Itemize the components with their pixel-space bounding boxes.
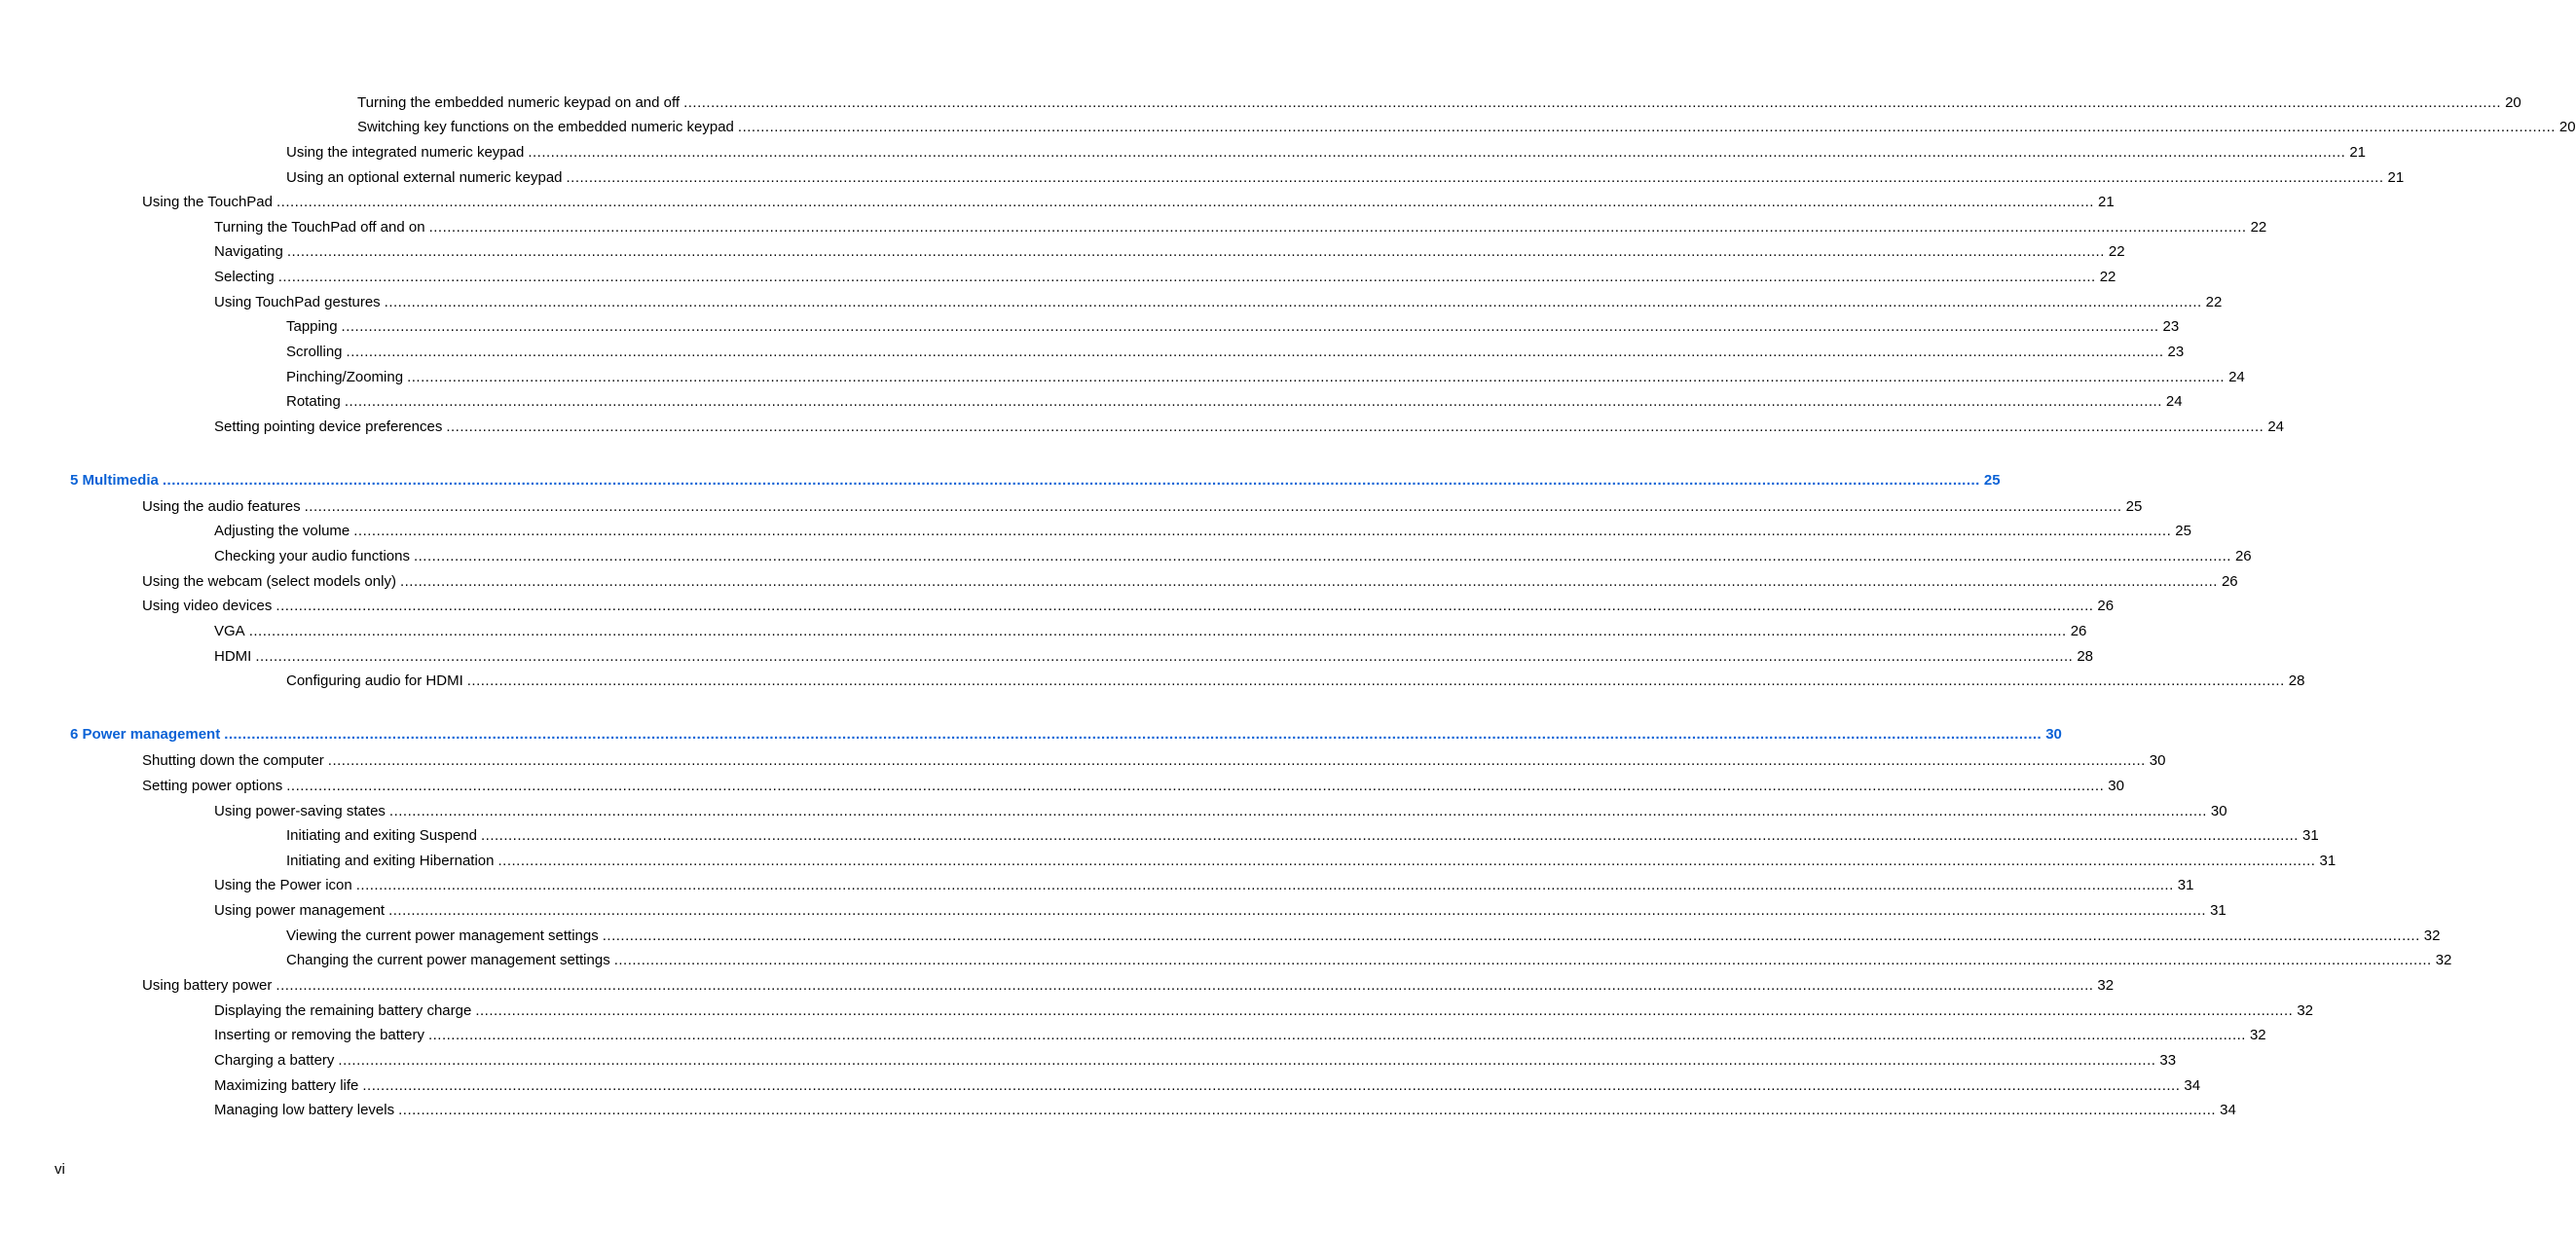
- toc-entry-page: 34: [2184, 1077, 2201, 1094]
- toc-entry-title: Using video devices: [142, 598, 273, 614]
- dot-leader: ................................................................................................................................................................................................................................................................................................................................................................................................................: [566, 169, 2384, 186]
- toc-entry[interactable]: [286, 143, 2366, 163]
- toc-entry-page: 26: [2234, 548, 2252, 564]
- dot-leader: ................................................................................................................................................................................................................................................................................................................................................................................................................: [428, 219, 2247, 236]
- toc-entry-title: Navigating: [214, 243, 283, 260]
- dot-leader: ................................................................................................................................................................................................................................................................................................................................................................................................................: [344, 393, 2162, 410]
- dot-leader: ................................................................................................................................................................................................................................................................................................................................................................................................................: [528, 144, 2346, 161]
- dot-leader: ................................................................................................................................................................................................................................................................................................................................................................................................................: [427, 1027, 2246, 1043]
- toc-entry-page: 28: [2077, 648, 2094, 665]
- dot-leader: ................................................................................................................................................................................................................................................................................................................................................................................................................: [276, 598, 2094, 614]
- dot-leader: ................................................................................................................................................................................................................................................................................................................................................................................................................: [286, 243, 2105, 260]
- dot-leader: ................................................................................................................................................................................................................................................................................................................................................................................................................: [398, 1102, 2217, 1118]
- toc-entry-title: Adjusting the volume: [214, 523, 350, 539]
- dot-leader: ................................................................................................................................................................................................................................................................................................................................................................................................................: [353, 523, 2172, 539]
- toc-entry-title: Setting pointing device preferences: [214, 418, 443, 435]
- page-number: vi: [55, 1161, 65, 1178]
- toc-entry-page: 25: [2175, 523, 2191, 539]
- dot-leader: ................................................................................................................................................................................................................................................................................................................................................................................................................: [475, 1002, 2294, 1019]
- toc-entry-title: 6 Power management: [70, 726, 221, 743]
- toc-entry-title: Charging a battery: [214, 1052, 335, 1069]
- dot-leader: ................................................................................................................................................................................................................................................................................................................................................................................................................: [602, 927, 2420, 944]
- toc-entry-title: Tapping: [286, 318, 338, 335]
- toc-chapter-entry[interactable]: [70, 725, 2062, 745]
- toc-entry[interactable]: [214, 522, 2191, 541]
- toc-entry-page: 30: [2210, 803, 2227, 819]
- toc-entry-page: 20: [2505, 94, 2521, 111]
- toc-entry[interactable]: [142, 572, 2238, 592]
- toc-entry-title: Switching key functions on the embedded numeric keypad: [357, 119, 734, 135]
- toc-entry-page: 22: [2205, 294, 2223, 310]
- toc-entry-page: 23: [2167, 344, 2185, 360]
- toc-entry-title: Using the audio features: [142, 498, 301, 515]
- toc-entry-title: Turning the TouchPad off and on: [214, 219, 425, 236]
- toc-entry-title: Inserting or removing the battery: [214, 1027, 424, 1043]
- toc-entry-title: Displaying the remaining battery charge: [214, 1002, 472, 1019]
- toc-entry[interactable]: [286, 672, 2305, 691]
- toc-entry[interactable]: [214, 218, 2267, 237]
- toc-entry[interactable]: [142, 497, 2143, 517]
- toc-entry-page: 24: [2165, 393, 2183, 410]
- toc-entry[interactable]: [142, 777, 2124, 796]
- toc-entry[interactable]: [214, 622, 2087, 641]
- dot-leader: ................................................................................................................................................................................................................................................................................................................................................................................................................: [276, 977, 2094, 994]
- dot-leader: ................................................................................................................................................................................................................................................................................................................................................................................................................: [355, 877, 2174, 893]
- dot-leader: ................................................................................................................................................................................................................................................................................................................................................................................................................: [286, 778, 2105, 794]
- toc-entry-page: 30: [2045, 726, 2062, 743]
- toc-entry-page: 22: [2250, 219, 2267, 236]
- toc-entry[interactable]: [214, 1051, 2177, 1071]
- toc-entry-page: 23: [2162, 318, 2180, 335]
- toc-entry-page: 32: [2297, 1002, 2313, 1019]
- toc-entry[interactable]: [286, 951, 2452, 970]
- toc-entry-page: 26: [2221, 573, 2238, 590]
- toc-entry-page: 34: [2220, 1102, 2236, 1118]
- toc-entry[interactable]: [214, 647, 2094, 667]
- toc-entry-title: Rotating: [286, 393, 341, 410]
- toc-entry[interactable]: [286, 852, 2337, 871]
- toc-entry-title: 5 Multimedia: [70, 472, 159, 489]
- dot-leader: ................................................................................................................................................................................................................................................................................................................................................................................................................: [277, 269, 2096, 285]
- toc-entry-page: 25: [1983, 472, 2001, 489]
- toc-entry-page: 26: [2097, 598, 2115, 614]
- toc-entry-page: 22: [2108, 243, 2125, 260]
- toc-entry[interactable]: [214, 1001, 2313, 1021]
- toc-entry[interactable]: [214, 547, 2252, 566]
- toc-entry[interactable]: [286, 368, 2245, 387]
- toc-entry-title: Pinching/Zooming: [286, 369, 404, 385]
- dot-leader: ................................................................................................................................................................................................................................................................................................................................................................................................................: [388, 902, 2207, 919]
- toc-entry-title: Turning the embedded numeric keypad on and off: [357, 94, 681, 111]
- toc-entry-page: 32: [2435, 952, 2452, 968]
- toc-entry-title: Using the webcam (select models only): [142, 573, 396, 590]
- toc-entry-title: Selecting: [214, 269, 275, 285]
- toc-entry[interactable]: [214, 1076, 2201, 1096]
- toc-entry[interactable]: [142, 193, 2115, 212]
- toc-entry-page: 24: [2228, 369, 2245, 385]
- toc-entry[interactable]: [214, 1101, 2236, 1120]
- toc-entry[interactable]: [286, 927, 2441, 946]
- toc-entry-title: Using the Power icon: [214, 877, 352, 893]
- toc-entry[interactable]: [214, 268, 2116, 287]
- toc-entry-title: Managing low battery levels: [214, 1102, 395, 1118]
- dot-leader: ................................................................................................................................................................................................................................................................................................................................................................................................................: [362, 1077, 2181, 1094]
- toc-entry-title: Using battery power: [142, 977, 273, 994]
- dot-leader: ................................................................................................................................................................................................................................................................................................................................................................................................................: [248, 623, 2067, 639]
- toc-entry-page: 31: [2319, 853, 2337, 869]
- toc-entry-page: 20: [2558, 119, 2576, 135]
- toc-entry-page: 30: [2149, 752, 2166, 769]
- toc-entry-page: 30: [2108, 778, 2124, 794]
- dot-leader: ................................................................................................................................................................................................................................................................................................................................................................................................................: [683, 94, 2502, 111]
- toc-entry-page: 21: [2387, 169, 2405, 186]
- dot-leader: ................................................................................................................................................................................................................................................................................................................................................................................................................: [413, 548, 2231, 564]
- dot-leader: ................................................................................................................................................................................................................................................................................................................................................................................................................: [613, 952, 2432, 968]
- toc-entry-page: 25: [2125, 498, 2143, 515]
- toc-entry-title: Initiating and exiting Suspend: [286, 827, 477, 844]
- dot-leader: ................................................................................................................................................................................................................................................................................................................................................................................................................: [399, 573, 2218, 590]
- toc-entry[interactable]: [142, 751, 2166, 771]
- toc-entry[interactable]: [286, 343, 2185, 362]
- toc-entry[interactable]: [214, 876, 2194, 895]
- toc-entry-title: Using power management: [214, 902, 386, 919]
- dot-leader: ................................................................................................................................................................................................................................................................................................................................................................................................................: [384, 294, 2202, 310]
- toc-entry[interactable]: [286, 317, 2180, 337]
- toc-entry-title: Using the TouchPad: [142, 194, 273, 210]
- toc-entry-page: 32: [2249, 1027, 2266, 1043]
- toc-entry-title: Using an optional external numeric keypad: [286, 169, 563, 186]
- toc-entry[interactable]: [357, 93, 2521, 113]
- toc-entry-title: Using the integrated numeric keypad: [286, 144, 525, 161]
- dot-leader: ................................................................................................................................................................................................................................................................................................................................................................................................................: [304, 498, 2122, 515]
- dot-leader: ................................................................................................................................................................................................................................................................................................................................................................................................................: [388, 803, 2207, 819]
- toc-entry-page: 32: [2097, 977, 2115, 994]
- toc-entry[interactable]: [286, 168, 2405, 188]
- toc-entry[interactable]: [214, 802, 2227, 821]
- toc-entry-page: 26: [2070, 623, 2087, 639]
- toc-entry-page: 24: [2267, 418, 2285, 435]
- toc-entry[interactable]: [214, 1026, 2266, 1045]
- toc-entry-title: Checking your audio functions: [214, 548, 410, 564]
- toc-entry-title: Scrolling: [286, 344, 343, 360]
- toc-entry[interactable]: [142, 597, 2115, 616]
- dot-leader: ................................................................................................................................................................................................................................................................................................................................................................................................................: [407, 369, 2226, 385]
- dot-leader: ................................................................................................................................................................................................................................................................................................................................................................................................................: [327, 752, 2146, 769]
- toc-entry[interactable]: [214, 901, 2226, 921]
- toc-entry-title: Setting power options: [142, 778, 283, 794]
- toc-entry[interactable]: [142, 976, 2115, 996]
- toc-entry-page: 21: [2097, 194, 2115, 210]
- dot-leader: ................................................................................................................................................................................................................................................................................................................................................................................................................: [341, 318, 2159, 335]
- toc-entry[interactable]: [214, 293, 2223, 312]
- toc-entry-title: Using power-saving states: [214, 803, 386, 819]
- dot-leader: ................................................................................................................................................................................................................................................................................................................................................................................................................: [446, 418, 2264, 435]
- toc-entry[interactable]: [214, 418, 2285, 437]
- toc-entry-title: Shutting down the computer: [142, 752, 324, 769]
- toc-entry[interactable]: [214, 242, 2125, 262]
- toc-entry-page: 31: [2177, 877, 2194, 893]
- toc-entry[interactable]: [286, 392, 2183, 412]
- toc-entry-title: HDMI: [214, 648, 252, 665]
- dot-leader: ................................................................................................................................................................................................................................................................................................................................................................................................................: [224, 726, 2042, 743]
- dot-leader: ................................................................................................................................................................................................................................................................................................................................................................................................................: [737, 119, 2556, 135]
- dot-leader: ................................................................................................................................................................................................................................................................................................................................................................................................................: [466, 673, 2285, 689]
- toc-entry-page: 33: [2159, 1052, 2177, 1069]
- toc-entry-title: Initiating and exiting Hibernation: [286, 853, 495, 869]
- toc-entry-title: Viewing the current power management settings: [286, 927, 599, 944]
- toc-entry-page: 32: [2423, 927, 2441, 944]
- toc-entry[interactable]: [286, 826, 2319, 846]
- toc-entry-page: 31: [2210, 902, 2226, 919]
- toc-entry-title: Using TouchPad gestures: [214, 294, 381, 310]
- toc-entry-page: 21: [2349, 144, 2366, 161]
- dot-leader: ................................................................................................................................................................................................................................................................................................................................................................................................................: [276, 194, 2094, 210]
- dot-leader: ................................................................................................................................................................................................................................................................................................................................................................................................................: [346, 344, 2164, 360]
- toc-entry-page: 22: [2099, 269, 2116, 285]
- toc-entry-page: 31: [2301, 827, 2319, 844]
- dot-leader: ................................................................................................................................................................................................................................................................................................................................................................................................................: [162, 472, 1980, 489]
- dot-leader: ................................................................................................................................................................................................................................................................................................................................................................................................................: [480, 827, 2299, 844]
- toc-entry-title: Configuring audio for HDMI: [286, 673, 463, 689]
- toc-entry-title: Maximizing battery life: [214, 1077, 359, 1094]
- dot-leader: ................................................................................................................................................................................................................................................................................................................................................................................................................: [338, 1052, 2156, 1069]
- dot-leader: ................................................................................................................................................................................................................................................................................................................................................................................................................: [255, 648, 2074, 665]
- toc-entry-title: Changing the current power management settings: [286, 952, 610, 968]
- toc-entry[interactable]: [357, 118, 2576, 137]
- dot-leader: ................................................................................................................................................................................................................................................................................................................................................................................................................: [497, 853, 2316, 869]
- toc-entry-title: VGA: [214, 623, 245, 639]
- toc-entry-page: 28: [2288, 673, 2305, 689]
- toc-chapter-entry[interactable]: [70, 471, 2001, 491]
